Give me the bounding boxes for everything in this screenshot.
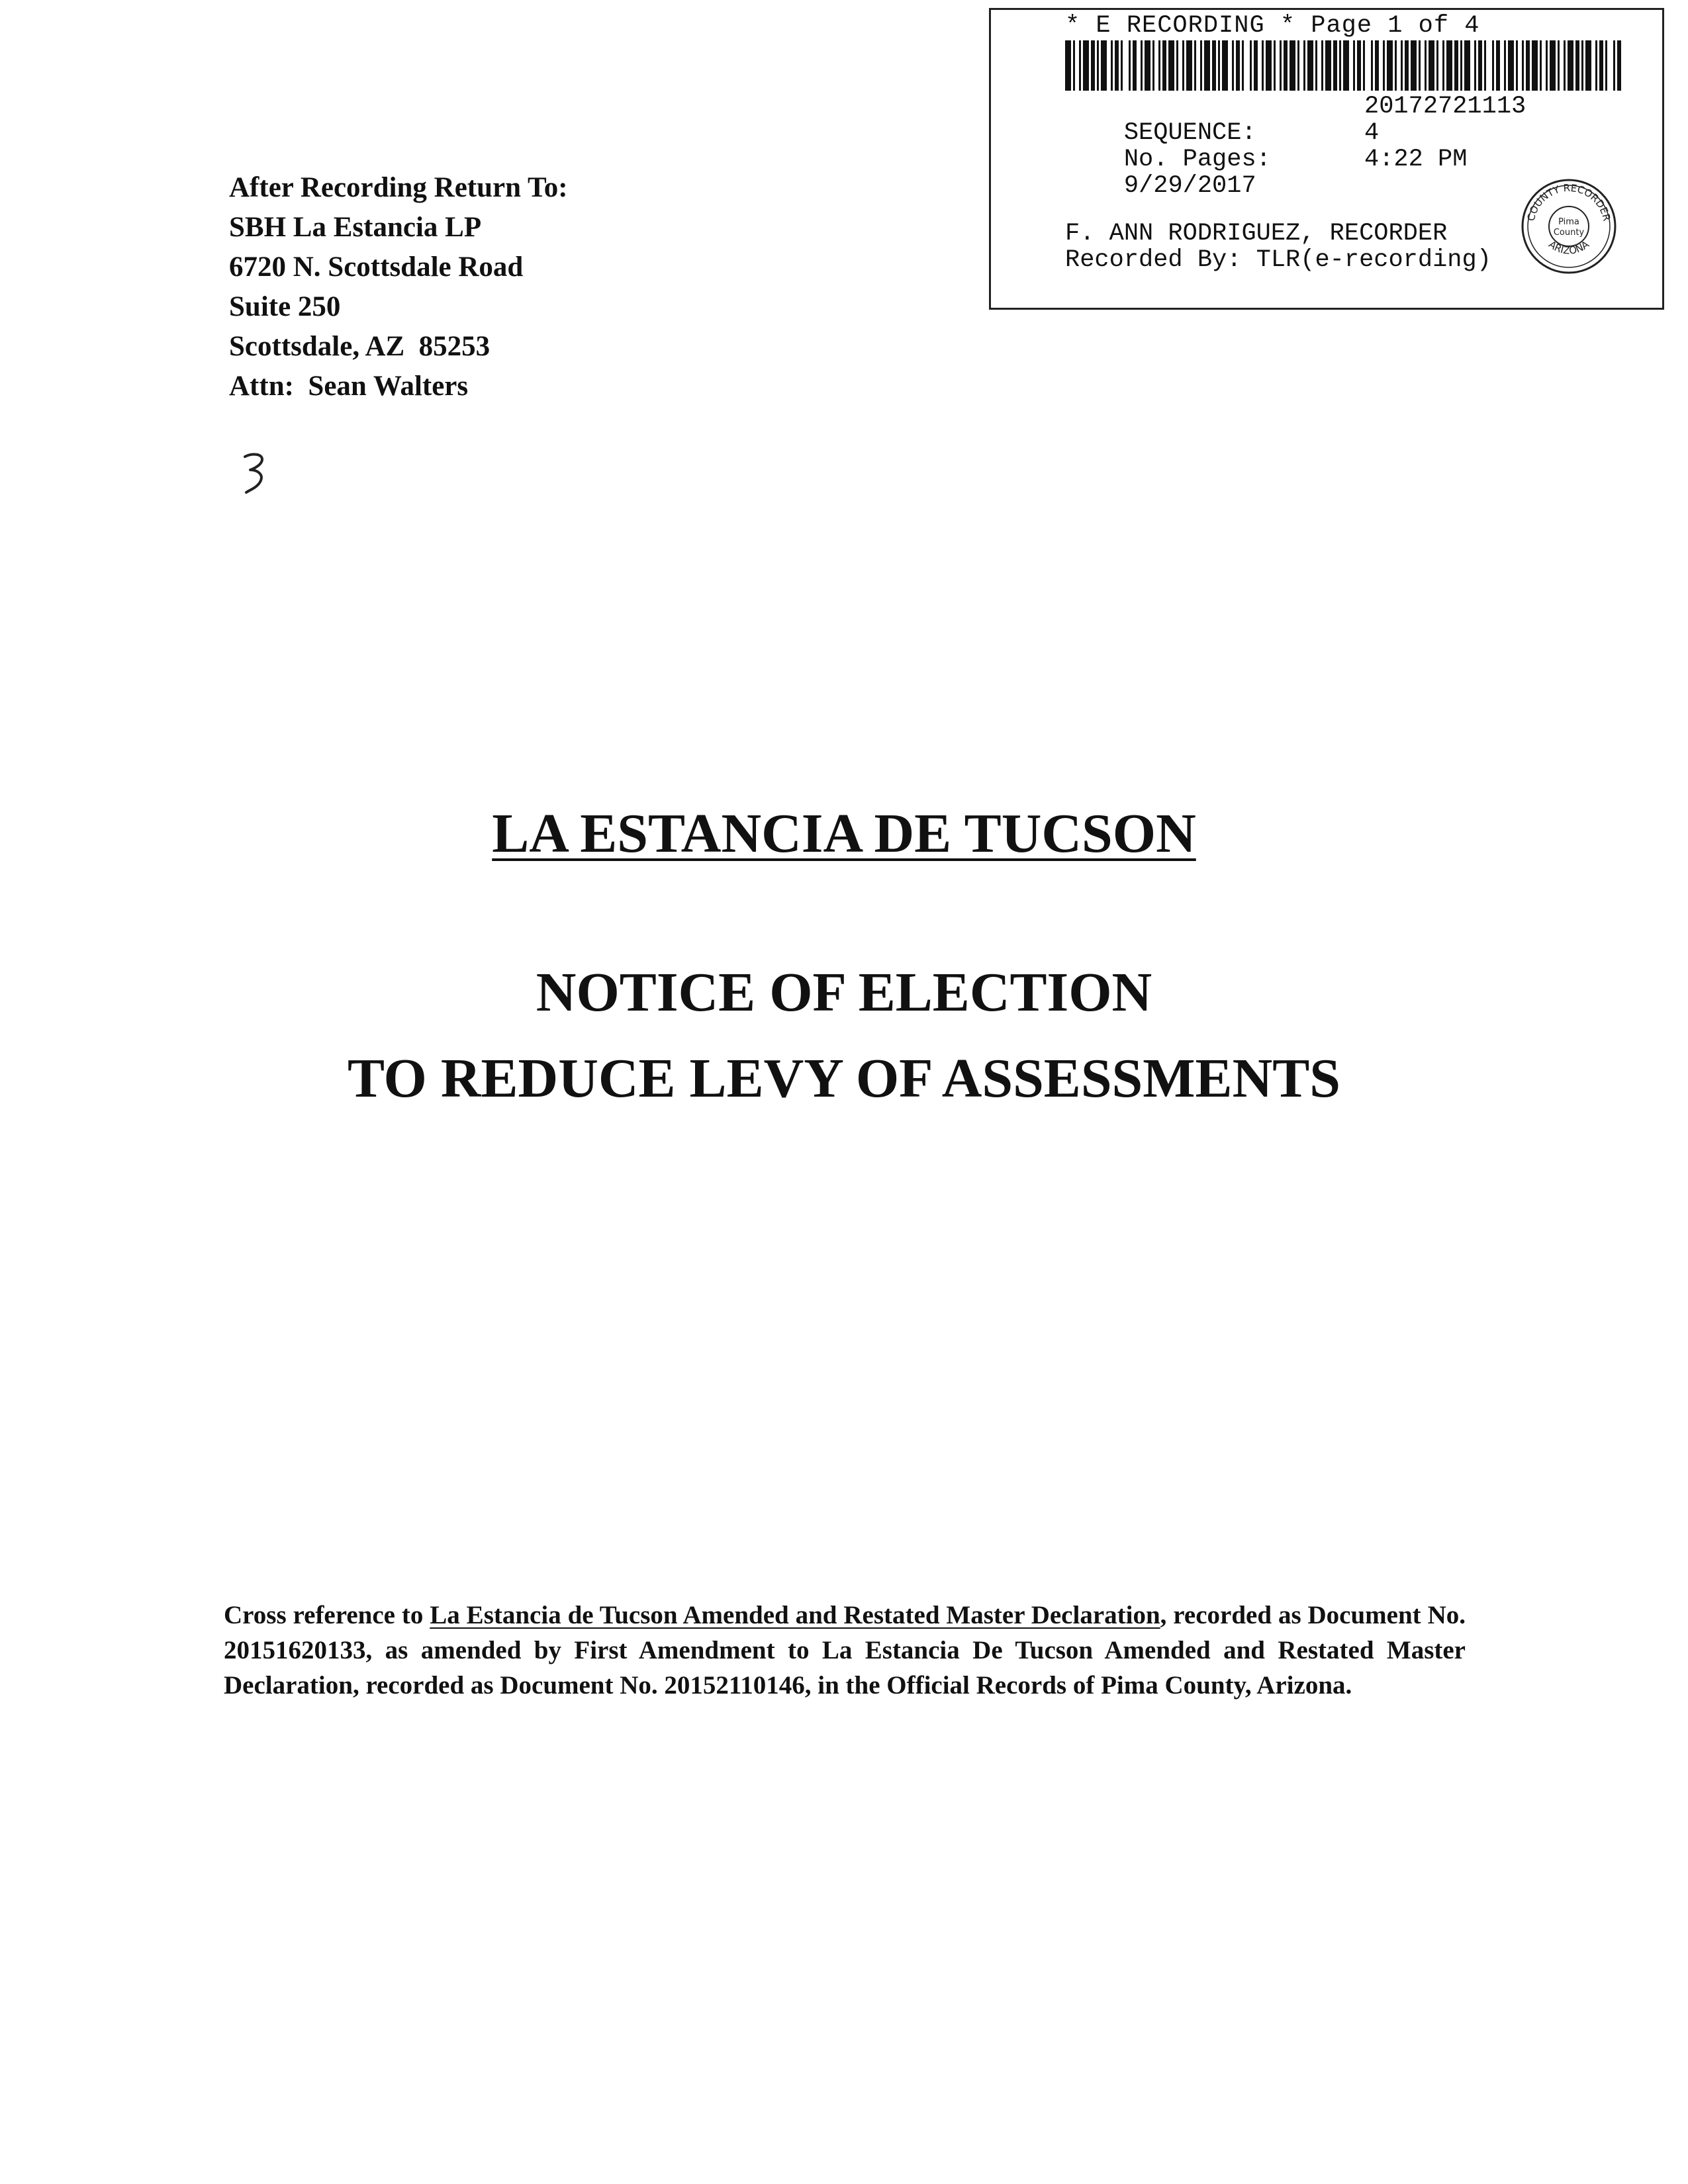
pages-value: 4 — [1364, 119, 1380, 147]
recording-time: 4:22 PM — [1364, 146, 1468, 173]
document-title — [0, 801, 1688, 867]
stamp-header: * E RECORDING * Page 1 of 4 — [1065, 12, 1480, 40]
recorder-name: F. ANN RODRIGUEZ, RECORDER — [1065, 220, 1448, 248]
document-title-text: LA ESTANCIA DE TUCSON — [492, 803, 1196, 864]
return-city: Scottsdale, AZ 85253 — [229, 331, 491, 362]
pages-label: No. Pages: — [1123, 146, 1271, 173]
notice-title-line-2: TO REDUCE LEVY OF ASSESSMENTS — [348, 1048, 1340, 1109]
seal-center-line2: County — [1553, 228, 1585, 238]
notice-title-line-1: NOTICE OF ELECTION — [536, 962, 1152, 1023]
return-attn: Attn: Sean Walters — [229, 371, 469, 402]
sequence-value: 20172721113 — [1364, 93, 1526, 120]
return-address-block — [229, 168, 568, 406]
seal-bottom-text: ARIZONA — [1546, 238, 1591, 257]
return-suite: Suite 250 — [229, 291, 341, 322]
svg-text:COUNTY RECORDER — [1525, 182, 1613, 222]
cross-reference-paragraph — [224, 1598, 1466, 1703]
return-street: 6720 N. Scottsdale Road — [229, 251, 524, 283]
return-heading: After Recording Return To: — [229, 172, 568, 203]
referenced-document-title: La Estancia de Tucson Amended and Restated Master Declaration — [430, 1601, 1160, 1629]
county-recorder-seal-icon — [1519, 177, 1618, 276]
seal-center-line1: Pima — [1558, 217, 1579, 227]
svg-text:ARIZONA — [1546, 238, 1591, 257]
return-name: SBH La Estancia LP — [229, 212, 482, 243]
barcode-icon — [1065, 40, 1621, 91]
recording-stamp — [989, 8, 1664, 310]
sequence-label: SEQUENCE: — [1123, 119, 1256, 147]
recorded-by: Recorded By: TLR(e-recording) — [1065, 246, 1491, 274]
seal-top-text: COUNTY RECORDER — [1524, 181, 1613, 222]
cross-reference-suffix: , recorded as Document No. 20151620133, as amended by First Amendment to La Estancia De Tucson Amended and Restated Master Declaration, recorded as Document No. 20152110146, in the Official Records of Pima County, Arizona. — [224, 1601, 1466, 1700]
handwritten-number-mark — [240, 451, 270, 494]
cross-reference-prefix: Cross reference to — [224, 1601, 430, 1629]
recording-date: 9/29/2017 — [1123, 172, 1256, 200]
